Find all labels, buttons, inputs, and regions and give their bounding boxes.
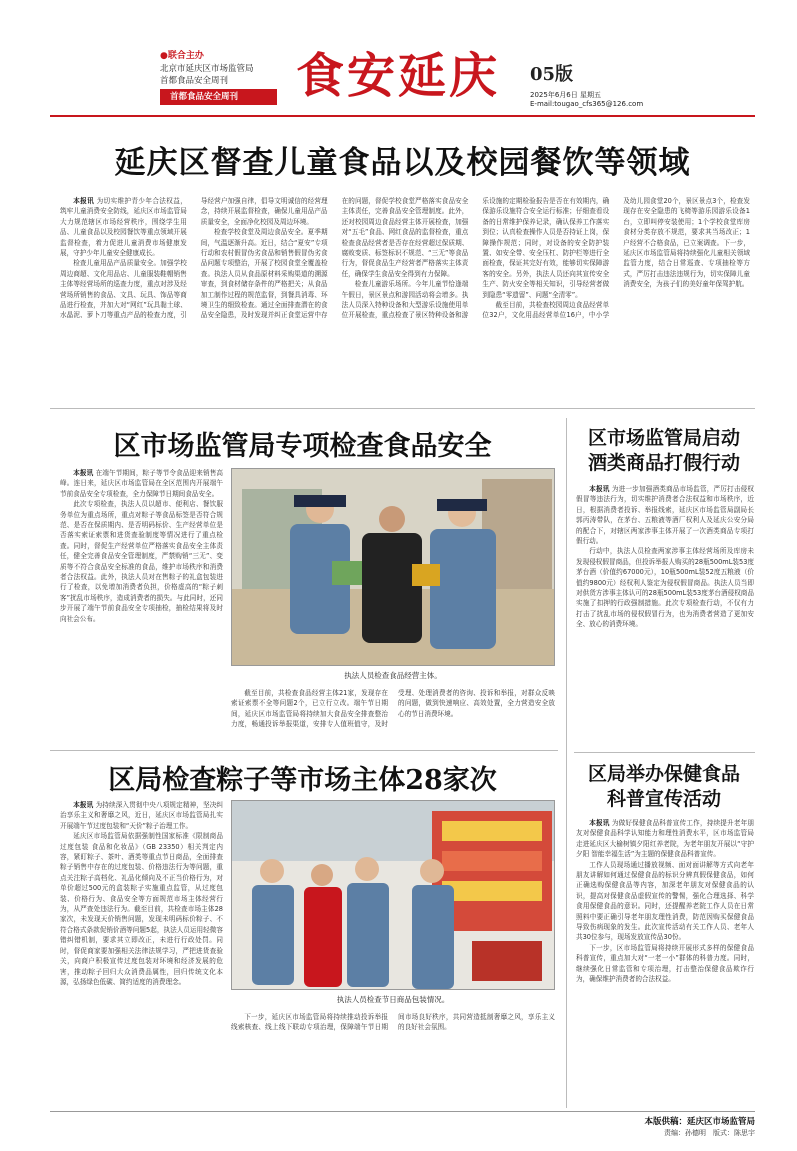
section-divider xyxy=(574,752,755,753)
article3-photo xyxy=(231,800,555,990)
masthead-rule xyxy=(50,115,755,117)
article1-headline: 延庆区督查儿童食品以及校园餐饮等领域 xyxy=(114,145,691,181)
column-divider xyxy=(566,418,567,1108)
article2-photo xyxy=(231,468,555,666)
article5-paragraph: 工作人员现场通过播放视频、面对面讲解等方式向老年朋友讲解如何通过保健食品的标识分辨真假保健食品，如何正确选购保健食品等内容，加深老年朋友对保健食品的认识，提高对保健食品虚假宣传的警惕，强化合理选择、科学食用保健食品的意识。同时，还提醒养老院工作人员在日常照料中要正确引导老年朋友理性消费，防范因购买保健食品导致伤病现象的发生。此次宣传活动有关工作人员、老年人共30位参与，现场发放宣传品30份。 xyxy=(576,860,754,942)
article2-body-col1 xyxy=(60,468,223,730)
article4-lead: 本报讯 xyxy=(589,485,610,493)
article5-lead: 本报讯 xyxy=(589,819,610,827)
article1-body xyxy=(60,196,750,396)
weekly-banner xyxy=(160,89,277,105)
article3-body-col2 xyxy=(231,1012,555,1102)
edition-number: 05版 xyxy=(530,64,574,85)
article5-headline-line2: 科普宣传活动 xyxy=(606,788,721,810)
article5-paragraph: 下一步，区市场监管局将持续开展形式多样的保健食品科普宣传，重点加大对“一老一小”群体的科普力度。同时，继续强化日常监管和专项治理，打击整治保健食品欺诈行为，确保维护消费者的合法权益。 xyxy=(576,943,754,984)
article1-paragraph: 截至目前，共检查校园周边食品经营单位32户，文化用品经营单位16户，中小学及幼儿园食堂20个，景区景点3个，检查发现存在安全隐患的飞椅等游乐园游乐设备1台，立即叫停安装使用；1个学校食堂库房食材分类存放不规范，要求其当场改正；1户经营不合格食品，已立案调查。下一步，延庆区市场监管局将持续强化儿童相关领域监管力度，结合日常巡查、专项抽检等方式，严厉打击违法违规行为，切实保障儿童消费安全，为孩子们的美好童年保驾护航。 xyxy=(482,197,750,320)
article1-paragraph: 检查儿童游乐场所。今年儿童节恰逢端午假日，景区景点和游园活动将会增多。执法人员深入特种设备和大型游乐设施使用单位开展检查，重点检查了景区特种设备和游乐设施的定期检验报告是否在有效期内，确保游乐设施符合安全运行标准；仔细查看设备的日常维护保养记录，确认保养工作落实到位；认真检查操作人员是否持证上岗，保障操作规范；同时，对设备的安全防护装置、如安全带、安全压杠、防护栏等进行全面检查，保证其完好有效，能够切实保障游客的安全。另外，执法人员还向其宣传安全生产、防火安全等相关知识，引导经营者做到隐患“零遗留”、问题“全清零”。 xyxy=(341,197,610,320)
article1-paragraph: 为切实维护青少年合法权益，筑牢儿童消费安全防线，延庆区市场监管局大力规范辖区市场经营秩序，围绕学生用品、儿童食品以及校园餐饮等重点领域开展监督检查，着力促进儿童消费市场健康发展，守护少年儿童安全健康成长。 xyxy=(60,197,187,258)
article4-headline-line2: 酒类商品打假行动 xyxy=(587,452,740,474)
article4-headline-line1: 区市场监管局启动 xyxy=(587,427,740,449)
article3-paragraph: 延庆区市场监管局依据强制性国家标准《限制商品过度包装 食品和化妆品》（GB 23350）相关判定内容，紧盯粽子、茶叶、酒类等重点节日商品，全面排查粽子销售中存在的过度包装、价格违法行为等问题，重点关注粽子高档化、礼品化倾向及不正当价格行为，对单价超过500元的盒装粽子实施重点监管，从过度包装、价格行为、食品安全等方面规范市场主体经营行为，从严查处违法行为。截至目前，共检查市场主体28家次，未发现天价销售问题，发现未明码标价粽子、不符合格式条款促销价酒等问题5起，执法人员运用轻微容错纠错机制，要求其立即改正，未进行行政处罚。同时，督促商家要加强相关法律法规学习，严把进货查验关，向商户积极宣传过度包装对环境和经济发展的危害，推动粽子回归大众消费品属性，回归传统文化本源，弘扬绿色低碳、简约适度的消费理念。 xyxy=(60,832,223,986)
weekly-label: 首都食品安全周刊 xyxy=(170,92,239,102)
article4-body xyxy=(576,484,754,742)
section-divider xyxy=(50,408,755,409)
article3-photo-caption: 执法人员检查节日商品包装情况。 xyxy=(336,995,450,1004)
masthead-title: 食安延庆 xyxy=(296,48,501,104)
article3-paragraph: 下一步，延庆区市场监管局将持续推动投诉举报线索核查、线上线下联动专项治理，保障端午节日期间市场良好秩序，共同营造抵制奢靡之风，享乐主义的良好社会氛围。 xyxy=(231,1013,555,1032)
store-inspection-photo-illustration xyxy=(232,801,555,990)
article5-body xyxy=(576,818,754,1106)
article4-paragraph: 行动中，执法人员检查两家涉事主体经营场所及库房未发现侵权假冒商品，但投诉举报人购买的28瓶500mL装53度茅台酒（价值约67000元），10瓶500mL装52度五粮液（价值约9800元）经权利人鉴定为侵权假冒商品。执法人员当即对供货方涉事主体认可的28瓶500mL装53度茅台酒侵权商品实施了扣押的行政强制措施。此次专项检查行动，不仅有力打击了扰乱市场的侵权假冒行为，也为消费者营造了更加安全、放心的消费环境。 xyxy=(576,547,754,629)
article2-headline: 区市场监管局专项检查食品安全 xyxy=(113,431,492,462)
article3-body-col1 xyxy=(60,800,223,1100)
article3-lead: 本报讯 xyxy=(73,801,94,809)
article5-headline-line1: 区局举办保健食品 xyxy=(587,763,740,785)
article2-paragraph: 在端午节期间，粽子等节令食品迎来销售高峰。连日来，延庆区市场监管局在全区范围内开展端午节前食品安全专项检查，全力保障节日期间食品安全。 xyxy=(60,469,223,498)
article3-paragraph: 为持续深入贯彻中央八项规定精神，坚决纠治享乐主义和奢靡之风，近日，延庆区市场监管局扎实开展端午节过度包装和“天价”粽子治理工作。 xyxy=(60,801,223,830)
article2-paragraph: 此次专项检查，执法人员以超市、便利店、餐饮服务单位为重点场所，重点对粽子等食品标签是否符合规范、是否在保质期内、是否明码标价、生产经营单位是否落实索证索票和进货查验制度等情况进行了重点检查。同时，督促生产经营单位严格落实食品安全主体责任，健全完善食品安全管理制度，严禁购销“三无”、变质等不符合食品安全标准的食品，维护市场秩序和消费者合法权益。此外，执法人员对在售粽子的礼盒包装进行了检查，以免增加消费者负担，价格虚高的“粽子刺客”扰乱市场秩序，造成消费者的损失。与此同时，还同步开展了端午节前食品安全专项抽检，抽检结果将及时向社会公布。 xyxy=(60,500,223,623)
article2-paragraph: 截至目前，共检查食品经营主体21家，发现存在索证索票不全等问题2个，已立行立改。端午节日期间，延庆区市场监管局将持续加大食品安全排查整治力度，畅通投诉举报渠道，安排专人值班值守，及时受理、处理消费者的咨询、投诉和举报，对群众反映的问题，做到快速响应、高效处置，全力营造安全放心的节日消费环境。 xyxy=(231,689,555,729)
article3-headline: 区局检查粽子等市场主体28家次 xyxy=(108,765,497,796)
article2-body-col2 xyxy=(231,688,555,740)
masthead-org1: 北京市延庆区市场监管局 xyxy=(160,64,254,74)
article1-paragraph: 检查儿童用品产品质量安全。加强学校周边商超、文化用品店、儿童服装鞋帽销售主体等经营场所的巡查力度，重点对涉及经营场所销售的食品、文具、玩具、饰品等商品进行检查，并加大对“网红”玩具黏土球、水晶泥、萝卜刀等重点产品的检查力度，引导经营户加强自律，倡导文明诚信的经营理念，持续开展监督检查，确保儿童用品产品质量安全，全面净化校园及周边环境。 xyxy=(60,197,328,320)
footer-rule xyxy=(50,1111,755,1112)
article1-lead: 本报讯 xyxy=(73,197,95,205)
article5-paragraph: 为做好保健食品科普宣传工作，持续提升老年朋友对保健食品科学认知能力和理性消费水平，区市场监管局走进延庆区大榆树镇夕阳红养老院，为老年朋友开展以“守护夕阳 智能幸福生活”为主题的保健食品科普宣传。 xyxy=(576,819,754,859)
article2-lead: 本报讯 xyxy=(73,469,94,477)
footer-supplier: 本版供稿：延庆区市场监管局 xyxy=(644,1117,755,1127)
footer-credits: 责编：孙德明 版式：陈思宇 xyxy=(664,1129,755,1137)
article1-paragraph: 检查学校食堂及周边食品安全。夏季期间，气温逐渐升高。近日，结合“夏安”专项行动和农村假冒伪劣食品和销售假冒伪劣食品问题专项整治，开展了校园食堂全覆盖检查。执法人员从食品原材料采购渠道的溯源审查，到食材储存条件的严格把关；从食品加工制作过程的规范监督，到餐具消毒、环境卫生的细致检查。通过全面排查潜在的食品安全隐患，及时发现并纠正食堂运营中存在的问题，督促学校食堂严格落实食品安全主体责任，完善食品安全管理制度。此外，还对校园周边食品经营主体开展检查，加强对“五毛”食品、网红食品的监督检查，重点检查食品经营者是否存在经营超过保质期、腐败变质、标签标识不规范、“三无”等食品行为，督促食品生产经营者严格落实主体责任，确保学生食品安全得到有力保障。 xyxy=(200,197,469,320)
article4-paragraph: 为进一步加强酒类商品市场监管，严厉打击侵权假冒等违法行为，切实维护消费者合法权益和市场秩序，近日，根据消费者投诉、举报线索，延庆区市场监管局副局长郭丙涛带队，在茅台、五粮液等酒厂权利人及延庆公安分局的配合下，对辖区两家涉事主体开展了一次酒类商品专项打假行动。 xyxy=(576,485,754,546)
masthead-org2: 首都食品安全周刊 xyxy=(160,76,229,86)
partner-label: ●联合主办 xyxy=(160,51,204,61)
section-divider xyxy=(50,750,558,751)
article5-headline xyxy=(574,762,754,812)
issue-date: 2025年6月6日 星期五 xyxy=(530,91,601,99)
contact-email: E-mail:tougao_cfs365@126.com xyxy=(530,100,644,108)
inspection-photo-illustration xyxy=(232,469,555,666)
article2-photo-caption: 执法人员检查食品经营主体。 xyxy=(344,671,442,680)
article4-headline xyxy=(574,426,754,476)
